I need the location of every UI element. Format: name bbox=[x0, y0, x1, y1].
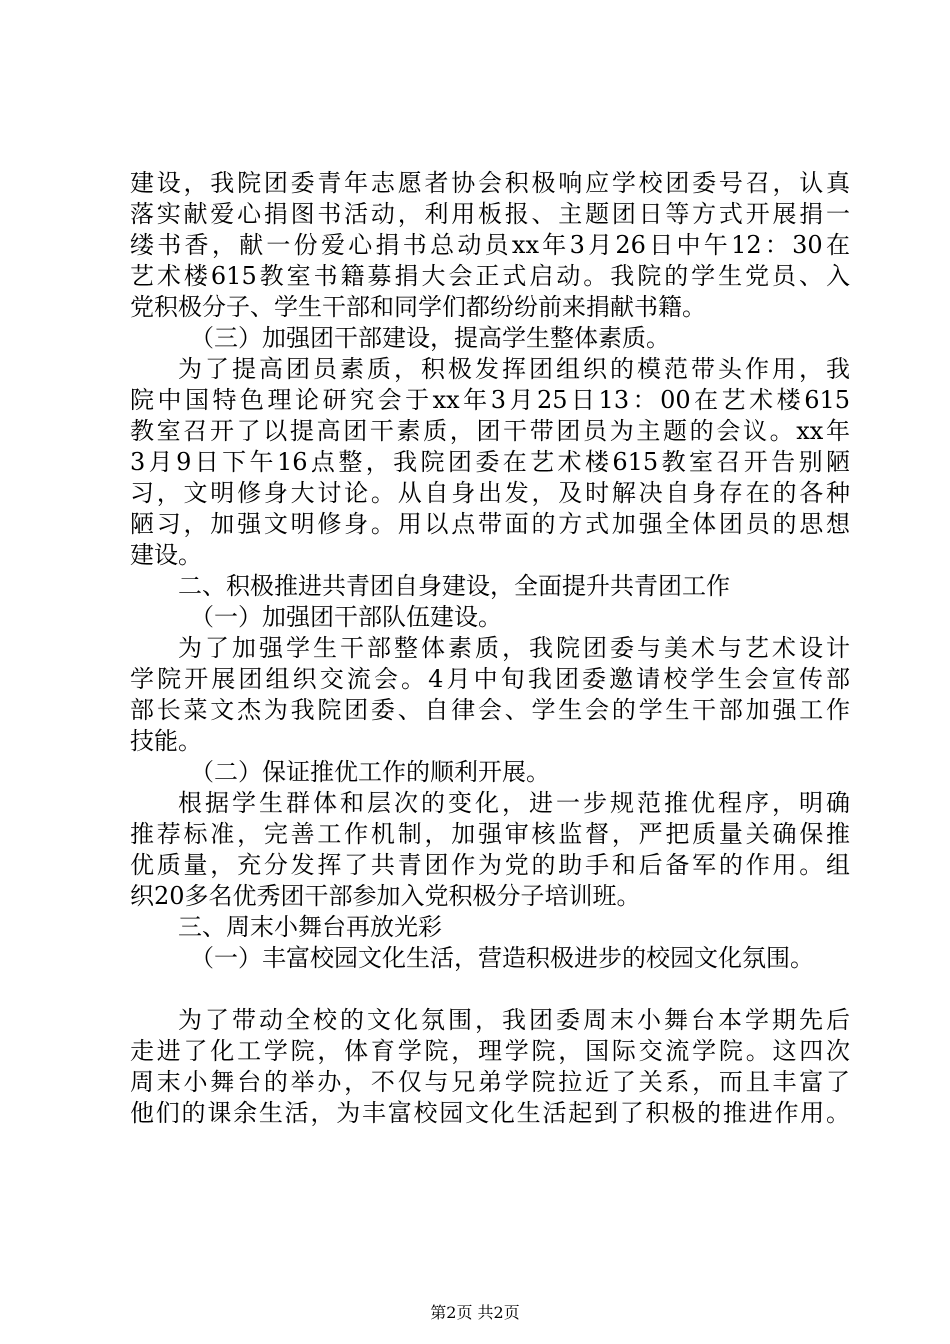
text-line: 技能。 bbox=[130, 727, 202, 755]
text-line: 陋习，加强文明修身。用以点带面的方式加强全体团员的思想 bbox=[130, 510, 850, 538]
text-line: 周末小舞台的举办，不仅与兄弟学院拉近了关系，而且丰富了 bbox=[130, 1068, 850, 1096]
text-line: 为了提高团员素质，积极发挥团组织的模范带头作用，我 bbox=[178, 355, 850, 383]
text-line: 部长菜文杰为我院团委、自律会、学生会的学生干部加强工作 bbox=[130, 696, 850, 724]
text-line: 建设，我院团委青年志愿者协会积极响应学校团委号召，认真 bbox=[130, 169, 850, 197]
page-number-footer: 第2页 共2页 bbox=[430, 1303, 520, 1322]
text-line: 推荐标准，完善工作机制，加强审核监督，严把质量关确保推 bbox=[130, 820, 850, 848]
text-line: 建设。 bbox=[130, 541, 202, 569]
section-heading: （一）加强团干部队伍建设。 bbox=[190, 603, 502, 631]
text-line: 学院开展团组织交流会。4月中旬我团委邀请校学生会宣传部 bbox=[130, 665, 850, 693]
text-line: 为了加强学生干部整体素质，我院团委与美术与艺术设计 bbox=[178, 634, 850, 662]
text-line: 缕书香，献一份爱心捐书总动员xx年3月26日中午12：30在 bbox=[130, 231, 850, 259]
section-heading: （二）保证推优工作的顺利开展。 bbox=[190, 758, 550, 786]
document-body bbox=[130, 168, 850, 1129]
text-line: 艺术楼615教室书籍募捐大会正式启动。我院的学生党员、入 bbox=[130, 262, 850, 290]
text-line: 习，文明修身大讨论。从自身出发，及时解决自身存在的各种 bbox=[130, 479, 850, 507]
text-line: 党积极分子、学生干部和同学们都纷纷前来捐献书籍。 bbox=[130, 293, 706, 321]
section-heading: （三）加强团干部建设，提高学生整体素质。 bbox=[190, 324, 670, 352]
text-line: 落实献爱心捐图书活动，利用板报、主题团日等方式开展捐一 bbox=[130, 200, 850, 228]
text-line: 院中国特色理论研究会于xx年3月25日13：00在艺术楼615 bbox=[130, 386, 850, 414]
text-line: 为了带动全校的文化氛围，我团委周末小舞台本学期先后 bbox=[178, 1006, 850, 1034]
paragraph-gap bbox=[130, 974, 850, 1005]
text-line: 走进了化工学院，体育学院，理学院，国际交流学院。这四次 bbox=[130, 1037, 850, 1065]
section-heading: 二、积极推进共青团自身建设，全面提升共青团工作 bbox=[178, 572, 730, 600]
text-line: 教室召开了以提高团干素质，团干带团员为主题的会议。xx年 bbox=[130, 417, 850, 445]
text-line: 根据学生群体和层次的变化，进一步规范推优程序，明确 bbox=[178, 789, 850, 817]
text-line: 他们的课余生活，为丰富校园文化生活起到了积极的推进作用。 bbox=[130, 1099, 850, 1127]
text-line: 优质量，充分发挥了共青团作为党的助手和后备军的作用。组 bbox=[130, 851, 850, 879]
text-line: 织20多名优秀团干部参加入党积极分子培训班。 bbox=[130, 882, 641, 910]
text-line: 3月9日下午16点整，我院团委在艺术楼615教室召开告别陋 bbox=[130, 448, 850, 476]
section-heading: 三、周末小舞台再放光彩 bbox=[178, 913, 442, 941]
section-heading: （一）丰富校园文化生活，营造积极进步的校园文化氛围。 bbox=[190, 944, 814, 972]
